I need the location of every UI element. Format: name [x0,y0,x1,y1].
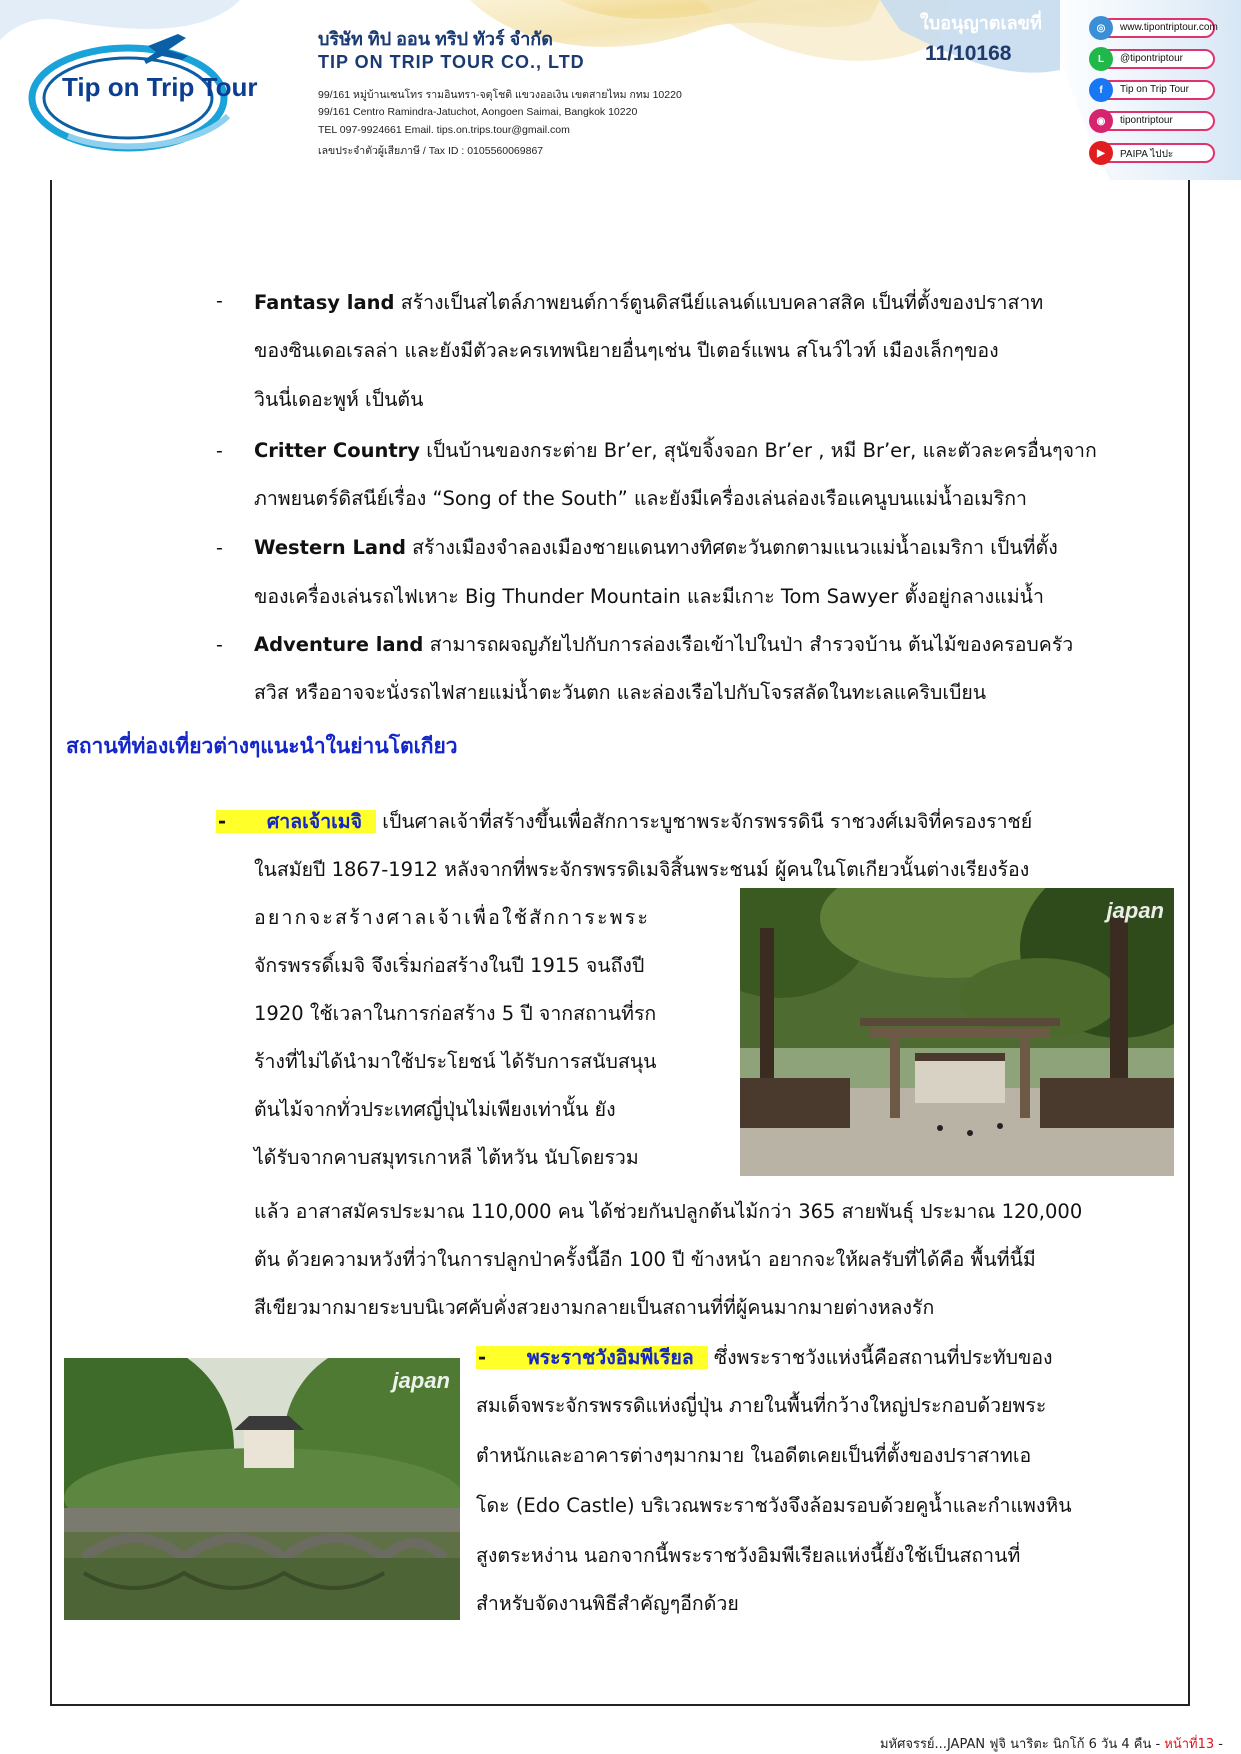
palace-line-5: สูงตระหง่าน นอกจากนี้พระราชวังอิมพีเรียลแห่งนี้ยังใช้เป็นสถานที่ [476,1544,1021,1567]
page-header [0,0,1241,180]
western-line-1: Western Land สร้างเมืองจำลองเมืองชายแดนทางทิศตะวันตกตามแนวแม่น้ำอเมริกา เป็นที่ตั้ง [254,536,1058,559]
imperial-palace-photo [64,1358,460,1620]
bullet-dash: - [216,290,223,312]
social-instagram[interactable]: ◉ tipontriptour [1090,111,1215,131]
palace-line-2: สมเด็จพระจักรพรรดิแห่งญี่ปุ่น ภายในพื้นที่กว้างใหญ่ประกอบด้วยพระ [476,1394,1047,1417]
bullet-dash: - [216,440,223,462]
palace-line-6: สำหรับจัดงานพิธีสำคัญๆอีกด้วย [476,1592,739,1615]
meiji-line-11: สีเขียวมากมายระบบนิเวศคับคั่งสวยงามกลายเป็นสถานที่ที่ผู้คนมากมายต่างหลงรัก [254,1296,935,1319]
page-footer: มหัศจรรย์...JAPAN ฟูจิ นาริตะ นิกโก้ 6 วัน 4 คืน - หน้าที่13 - [879,1737,1223,1752]
meiji-line-8: ได้รับจากคาบสมุทรเกาหลี ไต้หวัน นับโดยรวม [254,1146,639,1169]
instagram-icon: ◉ [1089,109,1113,133]
line-icon: L [1089,47,1113,71]
fantasy-line-3: วินนี่เดอะพูห์ เป็นต้น [254,388,424,411]
social-facebook[interactable]: f Tip on Trip Tour [1090,80,1215,100]
company-name-english: TIP ON TRIP TOUR CO., LTD [318,52,585,72]
palace-highlight-title: - พระราชวังอิมพีเรียล [476,1346,708,1369]
globe-icon: ◎ [1089,16,1113,40]
license-number: 11/10168 [925,42,1012,65]
social-website[interactable]: ◎ www.tipontriptour.com [1090,18,1215,38]
bullet-dash: - [216,634,223,656]
meiji-shrine-photo [740,888,1174,1176]
social-youtube[interactable]: ▶ PAIPA ไปปะ [1090,143,1215,163]
license-label: ใบอนุญาตเลขที่ [920,13,1042,33]
address-thai: 99/161 หมู่บ้านเซนโทร รามอินทรา-จตุโชติ แขวงออเงิน เขตสายไหม กทม 10220 [318,89,682,101]
critter-line-1: Critter Country เป็นบ้านของกระต่าย Br’er, สุนัขจิ้งจอก Br’er , หมี Br’er, และตัวละครอื่นๆจาก [254,439,1097,462]
meiji-line-6: ร้างที่ไม่ได้นำมาใช้ประโยชน์ ได้รับการสนับสนุน [254,1050,657,1073]
critter-line-2: ภาพยนตร์ดิสนีย์เรื่อง “Song of the South” และยังมีเครื่องเล่นล่องเรือแคนูบนแม่น้ำอเมริกา [254,487,1027,510]
bullet-dash: - [216,537,223,559]
address-english: 99/161 Centro Ramindra-Jatuchot, Aongoen Saimai, Bangkok 10220 [318,106,638,118]
fantasy-line-2: ของซินเดอเรลล่า และยังมีตัวละครเทพนิยายอื่นๆเช่น ปีเตอร์แพน สโนว์ไวท์ เมืองเล็กๆของ [254,339,999,362]
meiji-line-2: ในสมัยปี 1867-1912 หลังจากที่พระจักรพรรดิเมจิสิ้นพระชนม์ ผู้คนในโตเกียวนั้นต่างเรียงร้อง [254,858,1030,881]
meiji-highlight-title: - ศาลเจ้าเมจิ [216,810,376,833]
contact-line: TEL 097-9924661 Email. tips.on.trips.tour@gmail.com [318,124,570,136]
meiji-line-7: ต้นไม้จากทั่วประเทศญี่ปุ่นไม่เพียงเท่านั้น ยัง [254,1098,616,1121]
palace-line-3: ตำหนักและอาคารต่างๆมากมาย ในอดีตเคยเป็นที่ตั้งของปราสาทเอ [476,1444,1032,1467]
page-number: หน้าที่13 [1164,1737,1215,1752]
meiji-line-4: จักรพรรดิ์เมจิ จึงเริ่มก่อสร้างในปี 1915 จนถึงปี [254,954,645,977]
western-line-2: ของเครื่องเล่นรถไฟเหาะ Big Thunder Mountain และมีเกาะ Tom Sawyer ตั้งอยู่กลางแม่น้ำ [254,585,1044,608]
meiji-line-10: ต้น ด้วยความหวังที่ว่าในการปลูกป่าครั้งนี้อีก 100 ปี ข้างหน้า อยากจะให้ผลรับที่ได้คือ พื้นที่นี้มี [254,1248,1036,1271]
meiji-line-3: อยากจะสร้างศาลเจ้าเพื่อใช้สักการะพระ [254,906,651,929]
logo-wordmark: Tip on Trip Tour [62,72,258,102]
palace-line-4: โดะ (Edo Castle) บริเวณพระราชวังจึงล้อมรอบด้วยคูน้ำและกำแพงหิน [476,1494,1072,1517]
meiji-line-1: - ศาลเจ้าเมจิ เป็นศาลเจ้าที่สร้างขึ้นเพื่อสักการะบูชาพระจักรพรรดินี ราชวงศ์เมจิที่ครองราชย์ [218,810,1033,833]
section-title: สถานที่ท่องเที่ยวต่างๆแนะนำในย่านโตเกียว [66,734,458,758]
adventure-line-1: Adventure land สามารถผจญภัยไปกับการล่องเรือเข้าไปในป่า สำรวจบ้าน ต้นไม้ของครอบครัว [254,633,1074,656]
adventure-line-2: สวิส หรืออาจจะนั่งรถไฟสายแม่น้ำตะวันตก และล่องเรือไปกับโจรสลัดในทะเลแคริบเบียน [254,681,987,704]
fantasy-line-1: Fantasy land สร้างเป็นสไตล์ภาพยนต์การ์ตูนดิสนีย์แลนด์แบบคลาสสิค เป็นที่ตั้งของปราสาท [254,291,1044,314]
facebook-icon: f [1089,78,1113,102]
youtube-icon: ▶ [1089,141,1113,165]
palace-photo-watermark: japan [392,1368,450,1393]
palace-line-1: - พระราชวังอิมพีเรียล ซึ่งพระราชวังแห่งนี้คือสถานที่ประทับของ [478,1346,1053,1369]
company-name-thai: บริษัท ทิป ออน ทริป ทัวร์ จำกัด [318,29,553,49]
meiji-line-9: แล้ว อาสาสมัครประมาณ 110,000 คน ได้ช่วยกันปลูกต้นไม้กว่า 365 สายพันธุ์ ประมาณ 120,000 [254,1200,1083,1223]
tax-id: เลขประจำตัวผู้เสียภาษี / Tax ID : 0105560069867 [318,145,544,157]
social-line[interactable]: L @tipontriptour [1090,49,1215,69]
meiji-line-5: 1920 ใช้เวลาในการก่อสร้าง 5 ปี จากสถานที่รก [254,1002,657,1025]
meiji-photo-watermark: japan [1106,898,1164,923]
